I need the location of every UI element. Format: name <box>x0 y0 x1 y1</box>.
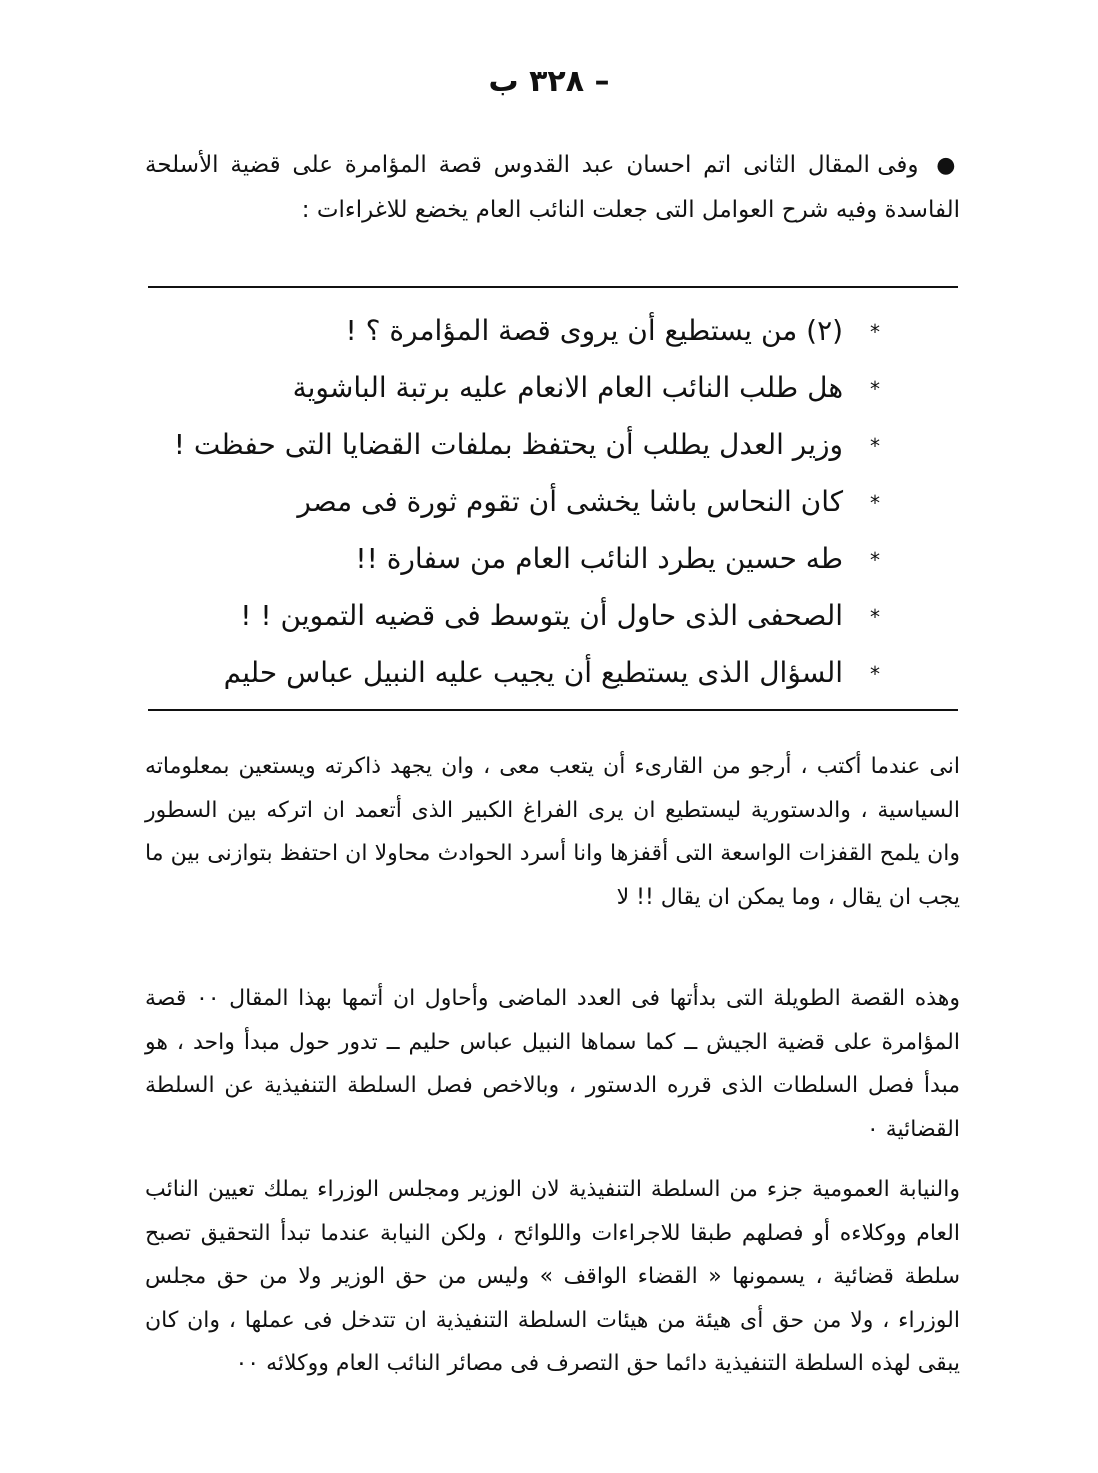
headline-item <box>240 473 880 530</box>
headlines-list <box>173 302 880 701</box>
headline-item <box>223 644 880 701</box>
headline-item <box>173 416 880 473</box>
intro-text: وفى المقال الثانى اتم احسان عبد القدوس قصة المؤامرة على قضية الأسلحة الفاسدة وفيه شرح العوامل التى جعلت النائب العام يخضع للاغراءات : <box>145 152 960 223</box>
headline-item <box>240 530 880 587</box>
star-icon: * <box>870 376 880 401</box>
intro-paragraph <box>145 143 960 232</box>
headline-text: (٢) من يستطيع أن يروى قصة المؤامرة ؟ ! <box>345 314 844 347</box>
headline-item <box>240 587 880 644</box>
body-paragraph-3: والنيابة العمومية جزء من السلطة التنفيذية لان الوزير ومجلس الوزراء يملك تعيين النائب العام ووكلاءه أو فصلهم طبقا للاجراءات واللوائح ، ولكن النيابة عندما تبدأ التحقيق تصبح سلطة قضائية ، يسمونها « القضاء الواقف » وليس من حق الوزير ولا من حق مجلس الوزراء ، ولا من حق أى هيئة من هيئات السلطة التنفيذية ان تتدخل فى عملها ، وان كان يبقى لهذه السلطة التنفيذية دائما حق التصرف فى مصائر النائب العام ووكلائه ٠٠ <box>145 1177 960 1376</box>
headline-text: وزير العدل يطلب أن يحتفظ بملفات القضايا التى حفظت ! <box>173 428 844 461</box>
star-icon: * <box>870 547 880 572</box>
star-icon: * <box>870 319 880 344</box>
headline-text: كان النحاس باشا يخشى أن تقوم ثورة فى مصر <box>297 485 844 518</box>
bullet-icon: ● <box>936 153 960 178</box>
star-icon: * <box>870 661 880 686</box>
divider-top <box>148 286 958 288</box>
headline-item <box>240 359 880 416</box>
star-icon: * <box>870 490 880 515</box>
body-paragraph-1: انى عندما أكتب ، أرجو من القارىء أن يتعب معى ، وان يجهد ذاكرته ويستعين بمعلوماته السياسية ، والدستورية ليستطيع ان يرى الفراغ الكبير الذى أتعمد ان اتركه بين السطور وان يلمح القفزات الواسعة التى أقفزها وانا أسرد الحوادث محاولا ان احتفظ بتوازنى بين ما يجب ان يقال ، وما يمكن ان يقال !! لا <box>145 754 960 910</box>
star-icon: * <box>870 604 880 629</box>
headline-text: طه حسين يطرد النائب العام من سفارة !! <box>355 542 844 575</box>
headline-text: الصحفى الذى حاول أن يتوسط فى قضيه التموين ! ! <box>240 599 844 632</box>
page-number: – ٣٢٨ ب <box>488 64 610 99</box>
divider-bottom <box>148 709 958 711</box>
headline-text: السؤال الذى يستطيع أن يجيب عليه النبيل عباس حليم <box>223 656 844 689</box>
star-icon: * <box>870 433 880 458</box>
headline-item <box>240 302 880 359</box>
headline-text: هل طلب النائب العام الانعام عليه برتبة الباشوية <box>292 371 844 404</box>
body-paragraph-2: وهذه القصة الطويلة التى بدأتها فى العدد الماضى وأحاول ان أتمها بهذا المقال ٠٠ قصة المؤامرة على قضية الجيش ــ كما سماها النبيل عباس حليم ــ تدور حول مبدأ واحد ، هو مبدأ فصل السلطات الذى قرره الدستور ، وبالاخص فصل السلطة التنفيذية عن السلطة القضائية ٠ <box>145 986 960 1142</box>
